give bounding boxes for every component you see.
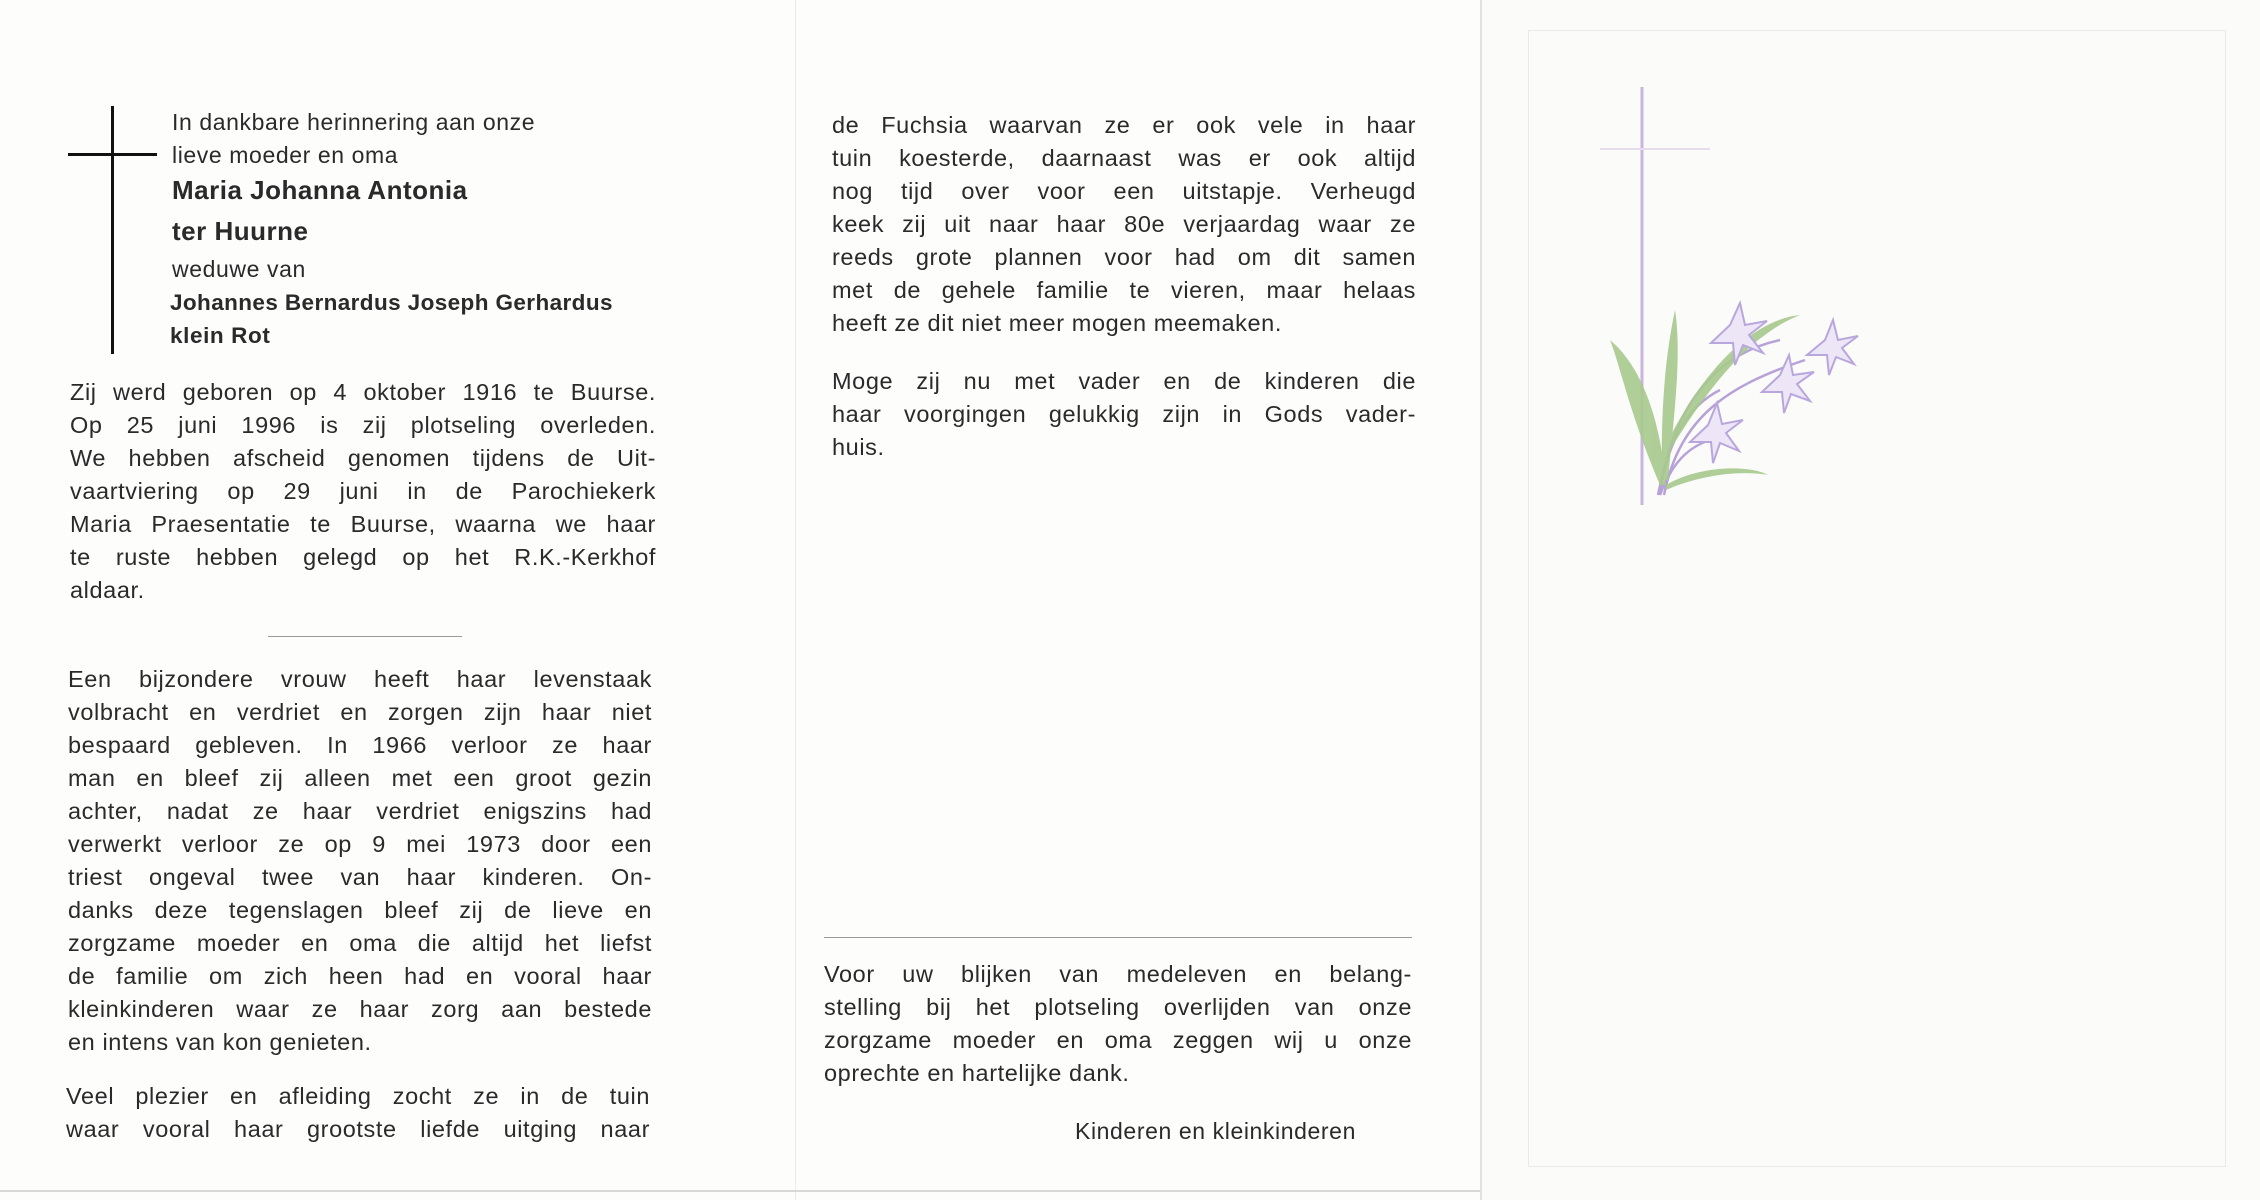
deceased-name: Maria Johanna Antonia [172, 175, 468, 205]
text-line: reeds grote plannen voor had om dit samen [832, 244, 1416, 270]
text-line: Moge zij nu met vader en de kinderen die [832, 368, 1416, 394]
text-line: de Fuchsia waarvan ze er ook vele in haar [832, 112, 1416, 138]
text-line: aldaar. [70, 577, 145, 603]
text-line: haar voorgingen gelukkig zijn in Gods vader- [832, 401, 1416, 427]
text-line: en intens van kon genieten. [68, 1029, 372, 1055]
text-line: verwerkt verloor ze op 9 mei 1973 door een [68, 831, 652, 857]
text-line: oprechte en hartelijke dank. [824, 1060, 1130, 1086]
husband-name: Johannes Bernardus Joseph Gerhardus [170, 290, 613, 315]
text-line: Voor uw blijken van medeleven en belang- [824, 961, 1412, 987]
thanks-paragraph [824, 958, 1412, 1090]
text-line: Zij werd geboren op 4 oktober 1916 te Buurse. [70, 379, 656, 405]
text-line: de familie om zich heen had en vooral haar [68, 963, 652, 989]
text-line: huis. [832, 434, 885, 460]
intro-line: In dankbare herinnering aan onze [172, 109, 536, 135]
text-line: zorgzame moeder en oma zeggen wij u onze [824, 1027, 1412, 1053]
text-line: achter, nadat ze haar verdriet enigszins had [68, 798, 652, 824]
text-line: vaartviering op 29 juni in de Parochiekerk [70, 478, 656, 504]
text-line: met de gehele familie te vieren, maar helaas [832, 277, 1416, 303]
hobby-paragraph-end [832, 109, 1416, 340]
text-line: stelling bij het plotseling overlijden van onze [824, 994, 1412, 1020]
text-line: kleinkinderen waar ze haar zorg aan bestede [68, 996, 652, 1022]
text-line: waar vooral haar grootste liefde uitging naar [66, 1116, 650, 1142]
widow-of-label: weduwe van [172, 256, 306, 282]
text-line: te ruste hebben gelegd op het R.K.-Kerkhof [70, 544, 656, 570]
intro-line: lieve moeder en oma [172, 142, 399, 168]
text-line: zorgzame moeder en oma die altijd het liefst [68, 930, 652, 956]
text-line: keek zij uit naar haar 80e verjaardag waar ze [832, 211, 1416, 237]
wish-paragraph [832, 365, 1416, 464]
text-line: tuin koesterde, daarnaast was er ook altijd [832, 145, 1416, 171]
divider-line [268, 636, 462, 637]
text-line: volbracht en verdriet en zorgen zijn haar niet [68, 699, 652, 725]
birth-paragraph [70, 376, 656, 607]
cross-icon-bar [68, 153, 157, 156]
divider-line [824, 937, 1412, 938]
text-line: nog tijd over voor een uitstapje. Verheugd [832, 178, 1416, 204]
hobby-paragraph-start [66, 1080, 650, 1146]
text-line: heeft ze dit niet meer mogen meemaken. [832, 310, 1282, 336]
text-line: triest ongeval twee van haar kinderen. On- [68, 864, 652, 890]
card-bottom-edge [0, 1190, 1480, 1192]
text-line: man en bleef zij alleen met een groot gezin [68, 765, 652, 791]
text-line: danks deze tegenslagen bleef zij de lieve en [68, 897, 652, 923]
life-paragraph [68, 663, 652, 1059]
text-line: We hebben afscheid genomen tijdens de Uit- [70, 445, 656, 471]
deceased-surname: ter Huurne [172, 216, 309, 246]
text-line: bespaard gebleven. In 1966 verloor ze haar [68, 732, 652, 758]
husband-surname: klein Rot [170, 323, 271, 348]
signature: Kinderen en kleinkinderen [1075, 1118, 1356, 1144]
text-line: Op 25 juni 1996 is zij plotseling overleden. [70, 412, 656, 438]
text-line: Veel plezier en afleiding zocht ze in de tuin [66, 1083, 650, 1109]
lily-flower-illustration [1600, 85, 1880, 525]
text-line: Een bijzondere vrouw heeft haar levenstaak [68, 666, 652, 692]
cross-icon [111, 106, 114, 354]
text-line: Maria Praesentatie te Buurse, waarna we haar [70, 511, 656, 537]
